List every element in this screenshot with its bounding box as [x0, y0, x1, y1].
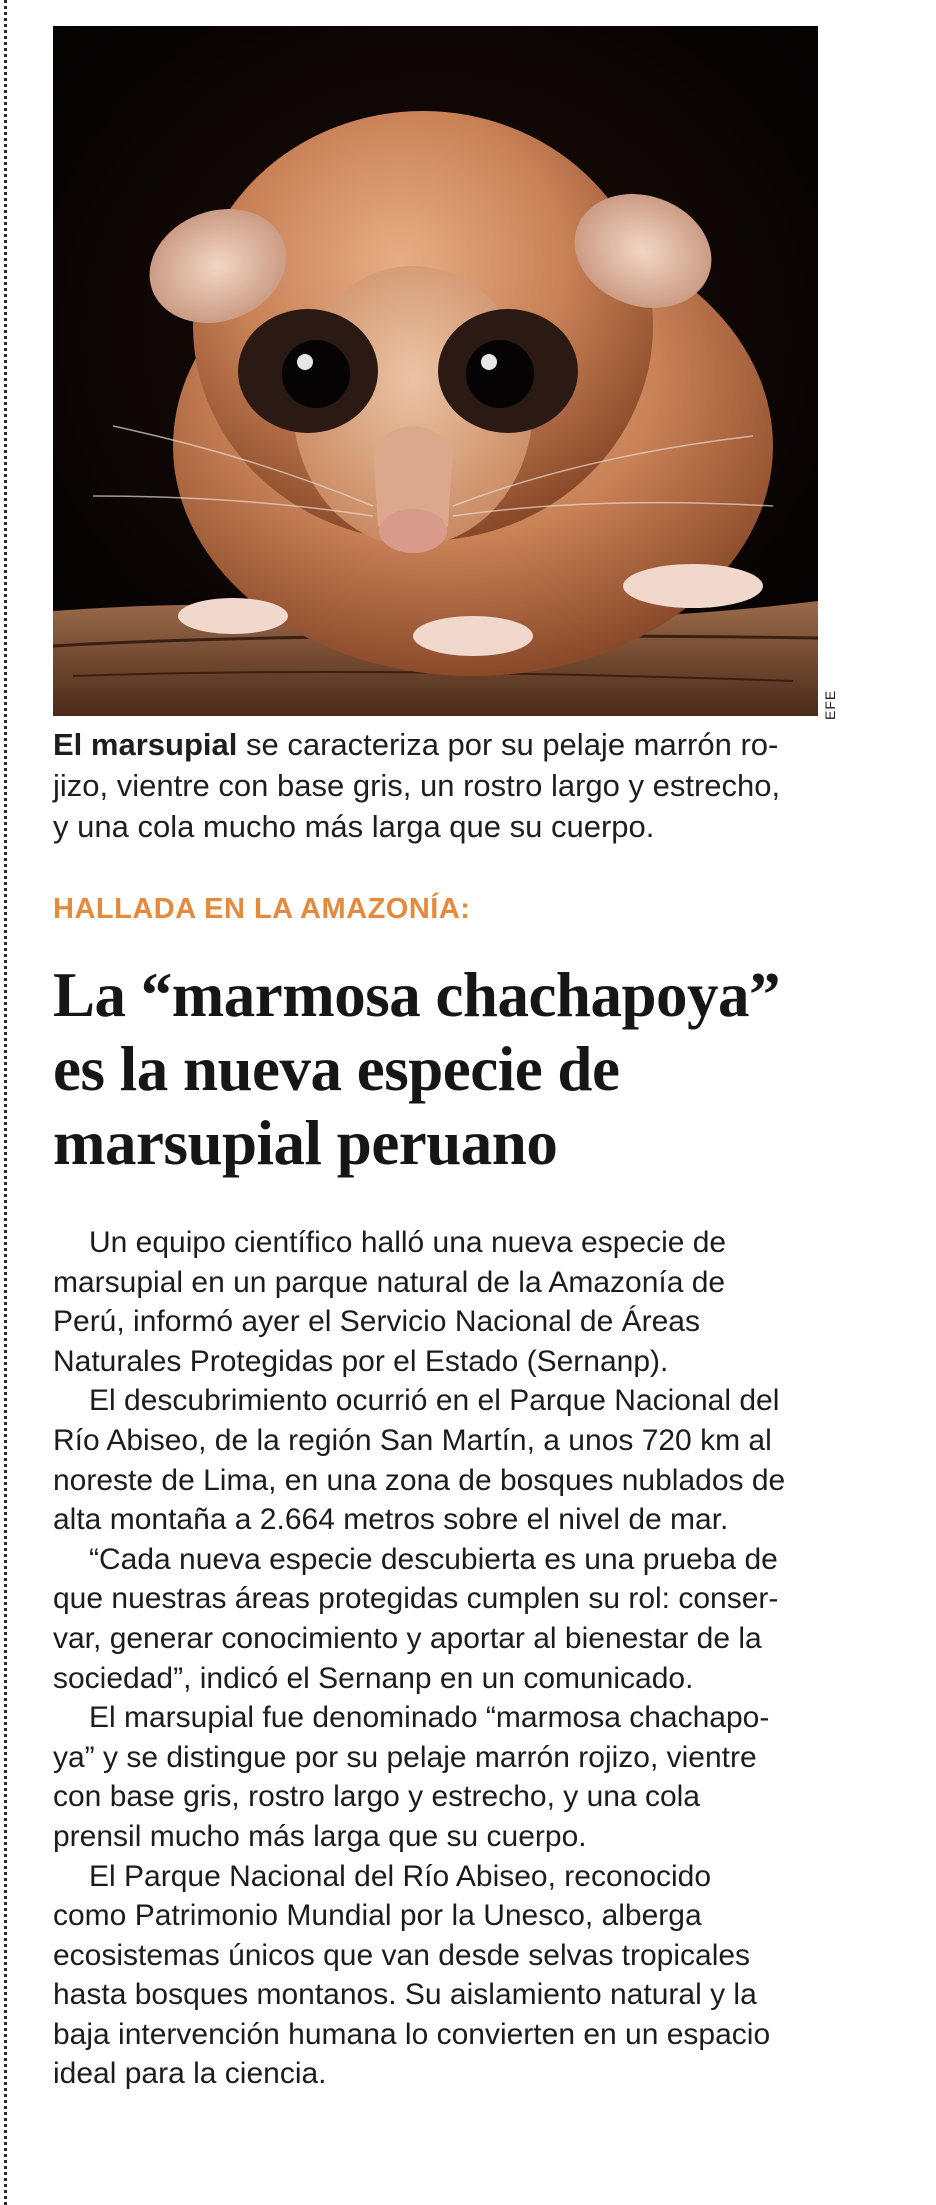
caption-line-3: y una cola mucho más larga que su cuerpo. [53, 809, 655, 844]
caption-lead: El marsupial [53, 727, 238, 762]
body-line: ideal para la ciencia. [53, 2057, 327, 2091]
body-line: Naturales Protegidas por el Estado (Sernanp). [53, 1344, 669, 1378]
body-line: sociedad”, indicó el Sernanp en un comunicado. [53, 1661, 694, 1695]
body-line: marsupial en un parque natural de la Amazonía de [53, 1265, 726, 1299]
body-line: El descubrimiento ocurrió en el Parque Nacional del [89, 1384, 780, 1418]
body-line: baja intervención humana lo convierten en un espacio [53, 2017, 771, 2051]
article-body [53, 1223, 833, 2094]
caption-line-1 [53, 724, 823, 765]
article-headline [53, 958, 843, 1180]
body-line: como Patrimonio Mundial por la Unesco, alberga [53, 1899, 702, 1933]
headline-line-3: marsupial peruano [53, 1108, 558, 1178]
body-line: Un equipo científico halló una nueva especie de [89, 1226, 727, 1259]
body-line: El Parque Nacional del Río Abiseo, reconocido [89, 1859, 712, 1893]
body-line: prensil mucho más larga que su cuerpo. [53, 1819, 587, 1853]
headline-line-1: La “marmosa chachapoya” [53, 960, 780, 1030]
caption-line-2: jizo, vientre con base gris, un rostro largo y estrecho, [53, 768, 781, 803]
caption-text: se caracteriza por su pelaje marrón ro- [237, 727, 779, 762]
body-line: ecosistemas únicos que van desde selvas tropicales [53, 1938, 751, 1972]
body-line: hasta bosques montanos. Su aislamiento natural y la [53, 1978, 757, 2012]
headline-line-2: es la nueva especie de [53, 1034, 620, 1104]
photo-credit: EFE [822, 689, 838, 720]
photo-caption [53, 724, 823, 847]
body-line: Río Abiseo, de la región San Martín, a unos 720 km al [53, 1423, 772, 1457]
article-kicker: HALLADA EN LA AMAZONÍA: [53, 893, 471, 925]
body-line: noreste de Lima, en una zona de bosques nublados de [53, 1463, 786, 1497]
body-line: que nuestras áreas protegidas cumplen su rol: conser- [53, 1582, 779, 1616]
marsupial-photo [53, 26, 818, 716]
column-divider [4, 0, 7, 2205]
body-line: var, generar conocimiento y aportar al bienestar de la [53, 1621, 762, 1655]
body-line: “Cada nueva especie descubierta es una prueba de [89, 1542, 778, 1576]
body-line: ya” y se distingue por su pelaje marrón rojizo, vientre [53, 1740, 757, 1774]
body-line: El marsupial fue denominado “marmosa chachapo- [89, 1701, 770, 1735]
body-line: Perú, informó ayer el Servicio Nacional de Áreas [53, 1305, 700, 1339]
body-line: alta montaña a 2.664 metros sobre el nivel de mar. [53, 1503, 729, 1537]
body-line: con base gris, rostro largo y estrecho, y una cola [53, 1780, 700, 1814]
